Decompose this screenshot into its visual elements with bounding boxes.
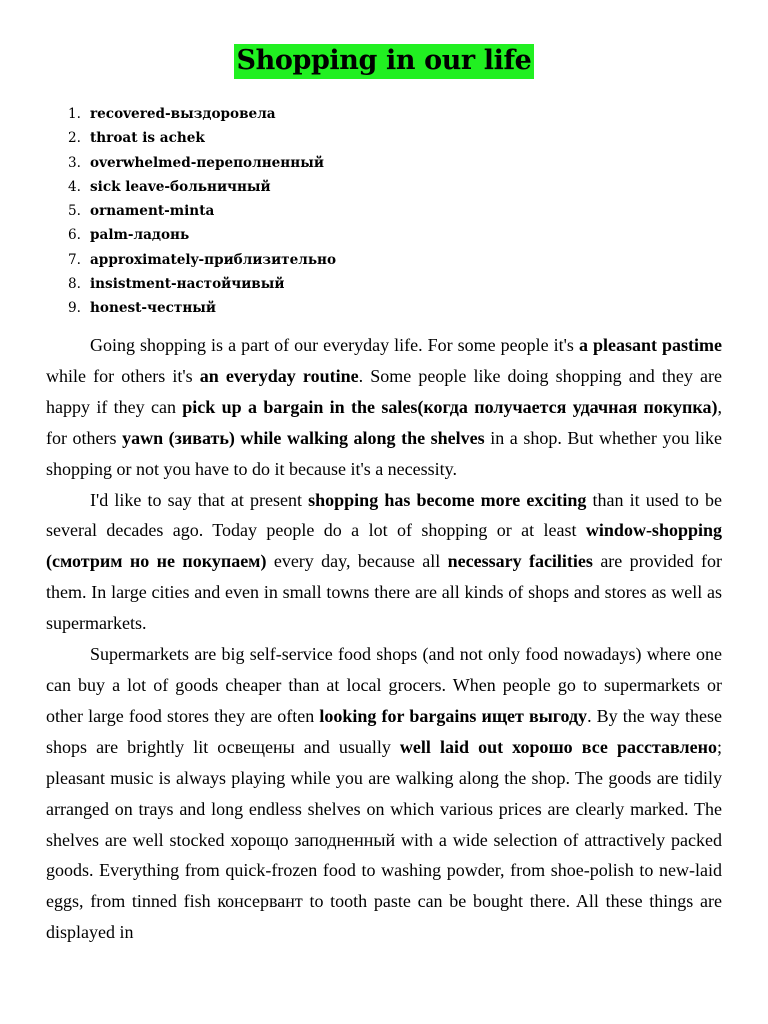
vocabulary-item — [46, 151, 336, 175]
bold-phrase: a pleasant pastime — [578, 335, 722, 355]
vocabulary-item-number: 2. — [68, 130, 81, 147]
vocabulary-item — [46, 126, 336, 150]
vocabulary-item-text: honest-честный — [90, 300, 217, 317]
text-run: I'd like to say that at present — [90, 489, 309, 510]
text-run: Supermarkets are big self-service food shops (and not only food nowadays) where one can buy a lot of goods cheaper than at local grocers. When people go to supermarkets or other large food stores they are often — [46, 644, 722, 726]
vocabulary-item-text: sick leave-больничный — [90, 178, 271, 195]
vocabulary-item-text: palm-ладонь — [90, 227, 190, 244]
vocabulary-item — [46, 272, 336, 296]
vocabulary-item-number: 9. — [68, 300, 81, 317]
bold-phrase: well laid out хорошо все расставлено — [399, 736, 717, 757]
text-run: . Some people like doing shopping and they are happy if they can — [46, 365, 722, 417]
paragraph — [46, 639, 722, 948]
vocabulary-item-number: 7. — [68, 251, 81, 268]
vocabulary-item-text: overwhelmed-переполненный — [90, 154, 324, 171]
vocabulary-item-number: 5. — [68, 203, 81, 220]
text-run: ; pleasant music is always playing while you are walking along the shop. The goods are tidily arranged on trays and long endless shelves on which various prices are clearly marked. The shelves are well stocked хорощо заподненный with a wide selection of attractively packed goods. Everything from quick-frozen food to washing powder, from shoe-polish to new-laid eggs, from tinned fish консервант to tooth paste can be bought there. All these things are displayed in — [46, 736, 722, 943]
vocabulary-item — [46, 296, 336, 320]
vocabulary-item-number: 1. — [68, 106, 81, 122]
bold-phrase: window-shopping (смотрим но не покупаем) — [46, 520, 722, 572]
vocabulary-item — [46, 248, 336, 272]
text-run: every day, because all — [266, 551, 448, 572]
text-run: in a shop. But whether you like shopping or not you have to do it because it's a necessity. — [46, 427, 723, 479]
vocabulary-item-number: 8. — [68, 276, 81, 293]
vocabulary-item-number: 6. — [68, 227, 81, 244]
bold-phrase: looking for bargains ищет выгоду — [319, 705, 588, 726]
text-run: , for others — [46, 396, 723, 448]
text-run: Going shopping is a part of our everyday life. For some people it's — [90, 335, 579, 355]
text-run: . By the way these shops are brightly lit освещены and usually — [46, 705, 723, 757]
vocabulary-item-text: recovered-выздоровела — [90, 106, 276, 122]
bold-phrase: pick up a bargain in the sales(когда получается удачная покупка) — [182, 396, 718, 417]
vocabulary-item — [46, 175, 336, 199]
bold-phrase: yawn (зивать) while walking along the shelves — [122, 427, 485, 448]
vocabulary-item — [46, 223, 336, 247]
paragraph — [46, 330, 722, 485]
bold-phrase: an everyday routine — [199, 365, 359, 386]
page-title: Shopping in our life — [234, 44, 535, 79]
vocabulary-item-text: throat is achek — [90, 130, 205, 147]
vocabulary-item-text: approximately-приблизительно — [90, 251, 337, 268]
vocabulary-item-text: insistment-настойчивый — [90, 276, 285, 293]
vocabulary-item-text: ornament-minta — [90, 203, 215, 220]
paragraph — [46, 485, 722, 640]
text-run: are provided for them. In large cities and even in small towns there are all kinds of shops and stores as well as supermarkets. — [46, 551, 723, 634]
text-run: than it used to be several decades ago. Today people do a lot of shopping or at least — [46, 489, 723, 541]
vocabulary-item — [46, 102, 336, 126]
bold-phrase: necessary facilities — [447, 551, 593, 572]
text-run: while for others it's — [46, 365, 200, 386]
vocabulary-list — [46, 102, 336, 321]
vocabulary-item — [46, 199, 336, 223]
article-body — [46, 330, 722, 948]
vocabulary-item-number: 4. — [68, 178, 81, 195]
title-container — [0, 44, 768, 79]
vocabulary-item-number: 3. — [68, 154, 81, 171]
bold-phrase: shopping has become more exciting — [308, 489, 587, 510]
